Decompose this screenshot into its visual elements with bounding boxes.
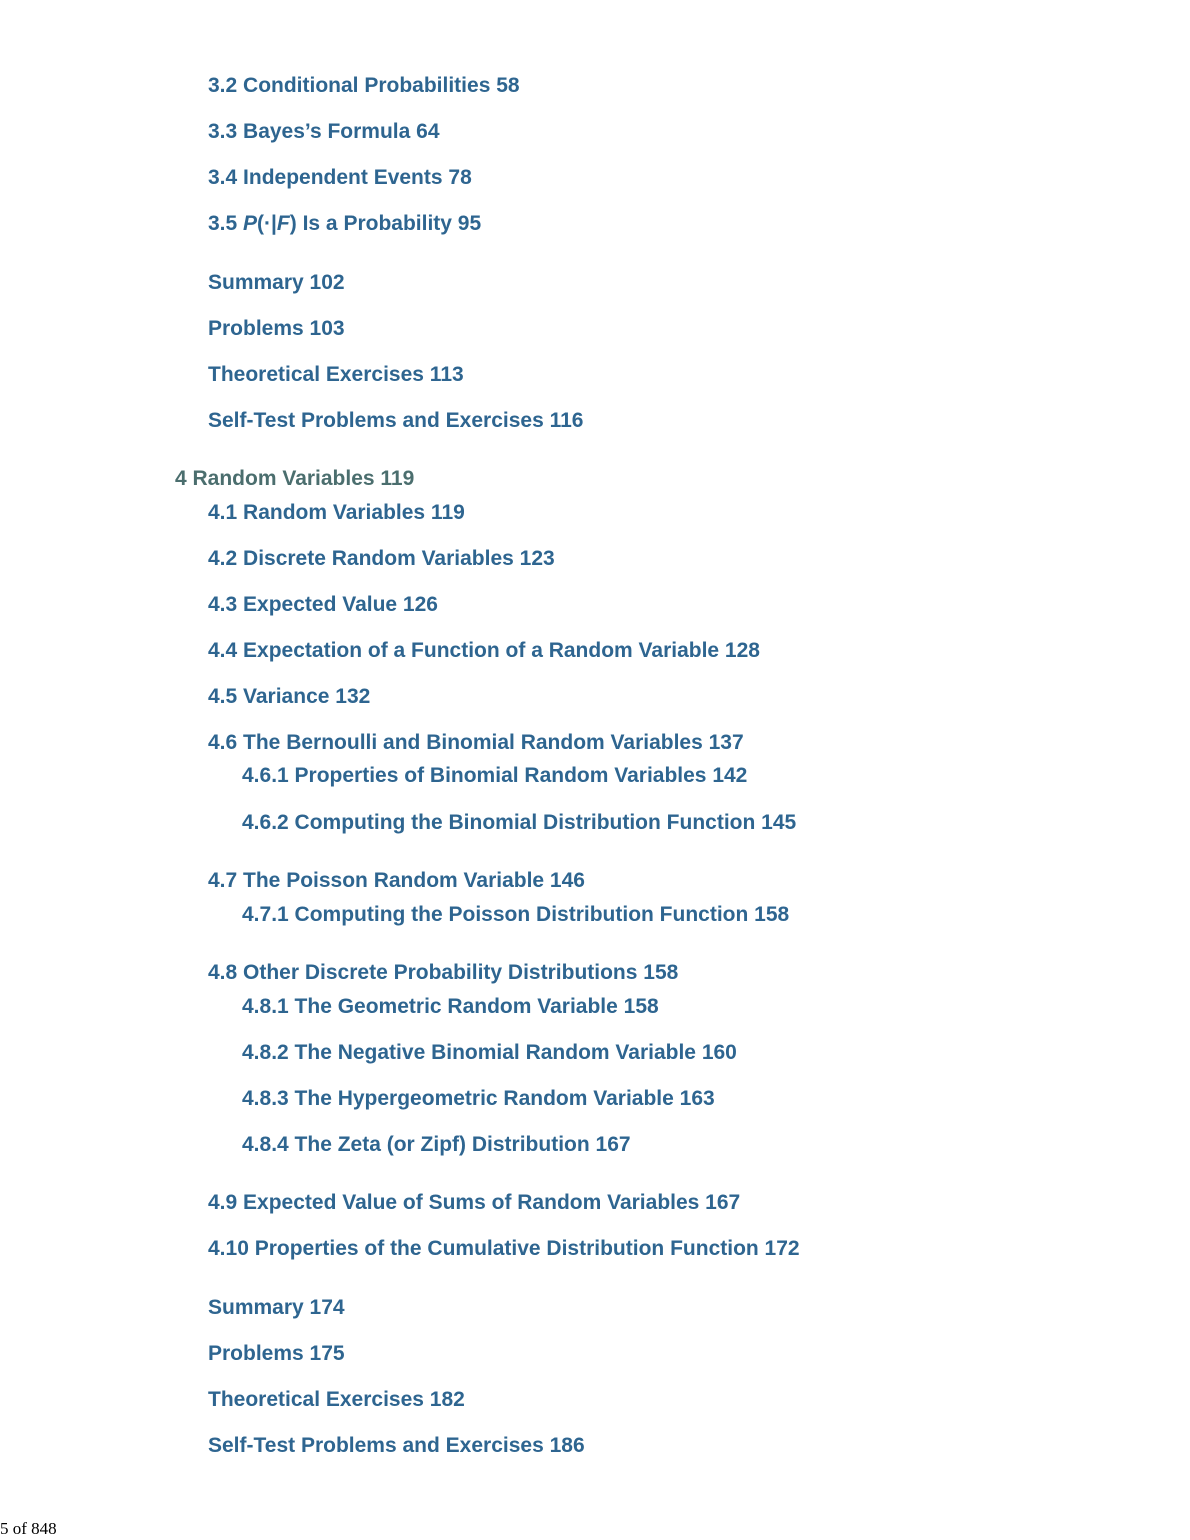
- toc-link-3-5-f: F: [276, 212, 290, 235]
- toc-link-4-7-1[interactable]: 4.7.1 Computing the Poisson Distribution Function 158: [242, 903, 790, 926]
- toc-link-4-8-2[interactable]: 4.8.2 The Negative Binomial Random Variable 160: [242, 1041, 737, 1064]
- toc-link-4-8-4[interactable]: 4.8.4 The Zeta (or Zipf) Distribution 167: [242, 1133, 631, 1156]
- toc-link-4-9[interactable]: 4.9 Expected Value of Sums of Random Variables 167: [208, 1191, 741, 1214]
- toc-link-chapter-4[interactable]: 4 Random Variables 119: [175, 467, 415, 490]
- toc-link-4-summary[interactable]: Summary 174: [208, 1296, 345, 1319]
- toc-link-4-8[interactable]: 4.8 Other Discrete Probability Distributions 158: [208, 961, 679, 984]
- toc-link-3-problems[interactable]: Problems 103: [208, 317, 345, 340]
- toc-link-3-4[interactable]: 3.4 Independent Events 78: [208, 166, 472, 189]
- toc-link-3-5-suffix: ) Is a Probability 95: [289, 212, 482, 235]
- toc-link-3-5[interactable]: [208, 212, 481, 236]
- toc-link-3-3[interactable]: 3.3 Bayes’s Formula 64: [208, 120, 440, 143]
- toc-link-4-8-1[interactable]: 4.8.1 The Geometric Random Variable 158: [242, 995, 659, 1018]
- toc-link-3-5-mid: (·|: [257, 212, 277, 235]
- toc-link-4-7[interactable]: 4.7 The Poisson Random Variable 146: [208, 869, 585, 892]
- toc-link-4-problems[interactable]: Problems 175: [208, 1342, 345, 1365]
- toc-link-4-1[interactable]: 4.1 Random Variables 119: [208, 501, 465, 524]
- toc-link-4-10[interactable]: 4.10 Properties of the Cumulative Distribution Function 172: [208, 1237, 800, 1260]
- toc-link-3-5-prefix: 3.5: [208, 212, 244, 235]
- toc-link-4-6[interactable]: 4.6 The Bernoulli and Binomial Random Variables 137: [208, 731, 744, 754]
- toc-link-4-3[interactable]: 4.3 Expected Value 126: [208, 593, 438, 616]
- toc-link-4-6-1[interactable]: 4.6.1 Properties of Binomial Random Variables 142: [242, 764, 748, 787]
- toc-link-4-8-3[interactable]: 4.8.3 The Hypergeometric Random Variable 163: [242, 1087, 715, 1110]
- toc-link-3-self-test[interactable]: Self-Test Problems and Exercises 116: [208, 409, 584, 432]
- toc-link-4-5[interactable]: 4.5 Variance 132: [208, 685, 371, 708]
- toc-link-4-6-2[interactable]: 4.6.2 Computing the Binomial Distribution Function 145: [242, 811, 797, 834]
- toc-link-4-4[interactable]: 4.4 Expectation of a Function of a Random Variable 128: [208, 639, 760, 662]
- toc-link-3-5-p: P: [243, 212, 258, 235]
- toc-link-4-2[interactable]: 4.2 Discrete Random Variables 123: [208, 547, 555, 570]
- toc-link-3-summary[interactable]: Summary 102: [208, 271, 345, 294]
- toc-link-4-theoretical-exercises[interactable]: Theoretical Exercises 182: [208, 1388, 465, 1411]
- toc-link-3-theoretical-exercises[interactable]: Theoretical Exercises 113: [208, 363, 464, 386]
- toc-link-3-2[interactable]: 3.2 Conditional Probabilities 58: [208, 74, 520, 97]
- page-counter: 5 of 848: [0, 1519, 57, 1538]
- toc-link-4-self-test[interactable]: Self-Test Problems and Exercises 186: [208, 1434, 585, 1457]
